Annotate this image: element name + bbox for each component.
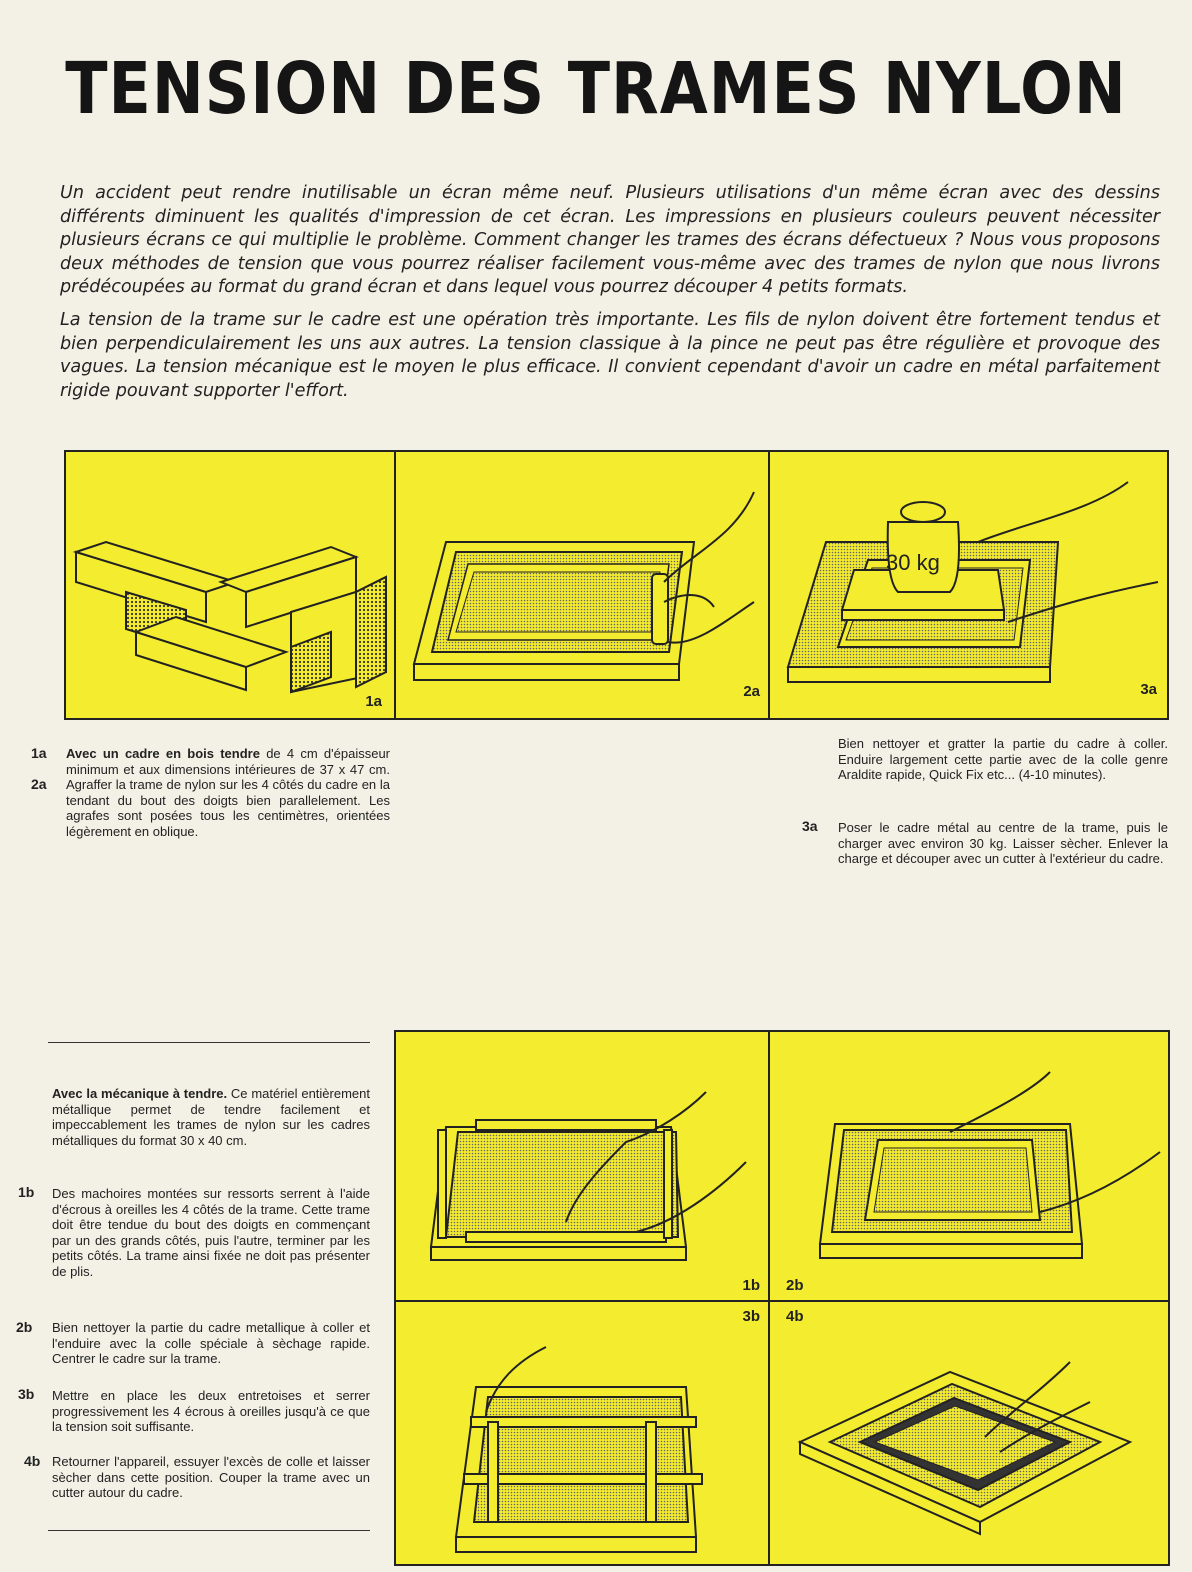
weight-label: 30 kg (886, 550, 940, 575)
caption-number-4b: 4b (24, 1453, 41, 1469)
caption-3b (52, 1388, 370, 1435)
caption-number-3b: 3b (18, 1386, 35, 1402)
intro-paragraph-1: Un accident peut rendre inutilisable un écran même neuf. Plusieurs utilisations d'un même écran avec des dessins différents diminuent les qualités d'impression de cet écran. Les impressions en plusieurs couleurs peuvent nécessiter plusieurs écrans ce qui multiplie le problème. Comment changer les trames des écrans défectueux ? Nous vous proposons deux méthodes de tension que vous pourrez réaliser facilement vous-même avec des trames de nylon que nous livrons prédécoupées au format du grand écran et dans lequel vous pourrez découper 4 petits formats. (60, 183, 1160, 298)
figure-label-2a: 2a (743, 683, 760, 700)
caption-glue-text: Bien nettoyer et gratter la partie du cadre à coller. Enduire largement cette partie avec de la colle genre Araldite rapide, Quick Fix etc... (4-10 minutes). (838, 736, 1168, 783)
figure-row-a (64, 450, 1169, 720)
bottom-divider (48, 1530, 370, 1531)
figure-label-1a: 1a (365, 693, 382, 710)
figure-3a (768, 452, 1167, 718)
figure-label-2b: 2b (786, 1277, 804, 1294)
weight-press-illustration (768, 452, 1167, 718)
cutting-frame-illustration (770, 1302, 1168, 1564)
caption-1a-bold: Avec un cadre en bois tendre (66, 746, 260, 761)
figure-2b (770, 1032, 1168, 1302)
spacers-illustration (396, 1302, 768, 1564)
caption-1b-text: Des machoires montées sur ressorts serrent à l'aide d'écrous à oreilles les 4 côtés de la trame. Cette trame doit être tendue du bout des doigts en commençant par un des grands côtés, puis l'autre, terminer par les petits côtés. La trame ainsi fixée ne doit pas présenter de plis. (52, 1186, 370, 1279)
caption-mechanique-bold: Avec la mécanique à tendre. (52, 1086, 228, 1101)
caption-1a-2a (66, 746, 390, 840)
tensioning-frame-illustration (396, 1032, 768, 1300)
caption-1a-text: de 4 cm d'épaisseur minimum et aux dimensions intérieures de 37 x 47 cm. Agraffer la trame de nylon sur les 4 côtés du cadre en la tendant du bout des doigts bien parallelement. Les agrafes sont posées tous les centimètres, orientées légèrement en oblique. (66, 746, 391, 839)
figure-1a (66, 452, 396, 718)
page-title: TENSION DES TRAMES NYLON (65, 46, 1127, 131)
figure-label-3a: 3a (1140, 681, 1157, 698)
figure-1b (396, 1032, 770, 1302)
caption-mechanique-text: Ce matériel entièrement métallique permet de tendre facilement et impeccablement les trames de nylon sur les cadres métalliques du format 30 x 40 cm. (52, 1086, 370, 1148)
caption-4b-text: Retourner l'appareil, essuyer l'excès de colle et laisser sècher dans cette position. Couper la trame avec un cutter autour du cadre. (52, 1454, 370, 1501)
caption-4b (52, 1454, 370, 1501)
figure-label-1b: 1b (742, 1277, 760, 1294)
figure-4b (770, 1302, 1168, 1564)
figure-label-3b: 3b (742, 1308, 760, 1325)
figure-label-4b: 4b (786, 1308, 804, 1325)
caption-3a-text: Poser le cadre métal au centre de la trame, puis le charger avec environ 30 kg. Laisser sècher. Enlever la charge et découper avec un cutter à l'extérieur du cadre. (838, 820, 1168, 867)
stapling-frame-illustration (394, 452, 768, 718)
figure-3b (396, 1302, 770, 1564)
caption-number-1a: 1a (31, 745, 47, 761)
wood-joint-illustration (66, 452, 394, 718)
caption-number-2b: 2b (16, 1319, 33, 1335)
caption-number-3a: 3a (802, 818, 818, 834)
caption-mechanique-intro (52, 1086, 370, 1148)
caption-2b (52, 1320, 370, 1367)
caption-3b-text: Mettre en place les deux entretoises et serrer progressivement les 4 écrous à oreilles jusqu'à ce que la tension soit suffisante. (52, 1388, 370, 1435)
caption-3a (838, 820, 1168, 867)
figure-grid-b (394, 1030, 1170, 1566)
caption-1b (52, 1186, 370, 1280)
caption-2b-text: Bien nettoyer la partie du cadre metallique à coller et l'enduire avec la colle spéciale à sèchage rapide. Centrer le cadre sur la trame. (52, 1320, 370, 1367)
glued-frame-illustration (770, 1032, 1168, 1300)
caption-number-1b: 1b (18, 1184, 35, 1200)
caption-number-2a: 2a (31, 776, 47, 792)
intro-paragraph-2: La tension de la trame sur le cadre est une opération très importante. Les fils de nylon doivent être fortement tendus et bien perpendiculairement les uns aux autres. La tension classique à la pince ne peut pas être régulière et provoque des vagues. La tension mécanique est le moyen le plus efficace. Il convient cependant d'avoir un cadre en métal parfaitement rigide pouvant supporter l'effort. (60, 309, 1160, 401)
caption-right-glue (838, 736, 1168, 783)
top-divider (48, 1042, 370, 1043)
intro-text (60, 182, 1160, 412)
figure-2a (394, 452, 770, 718)
